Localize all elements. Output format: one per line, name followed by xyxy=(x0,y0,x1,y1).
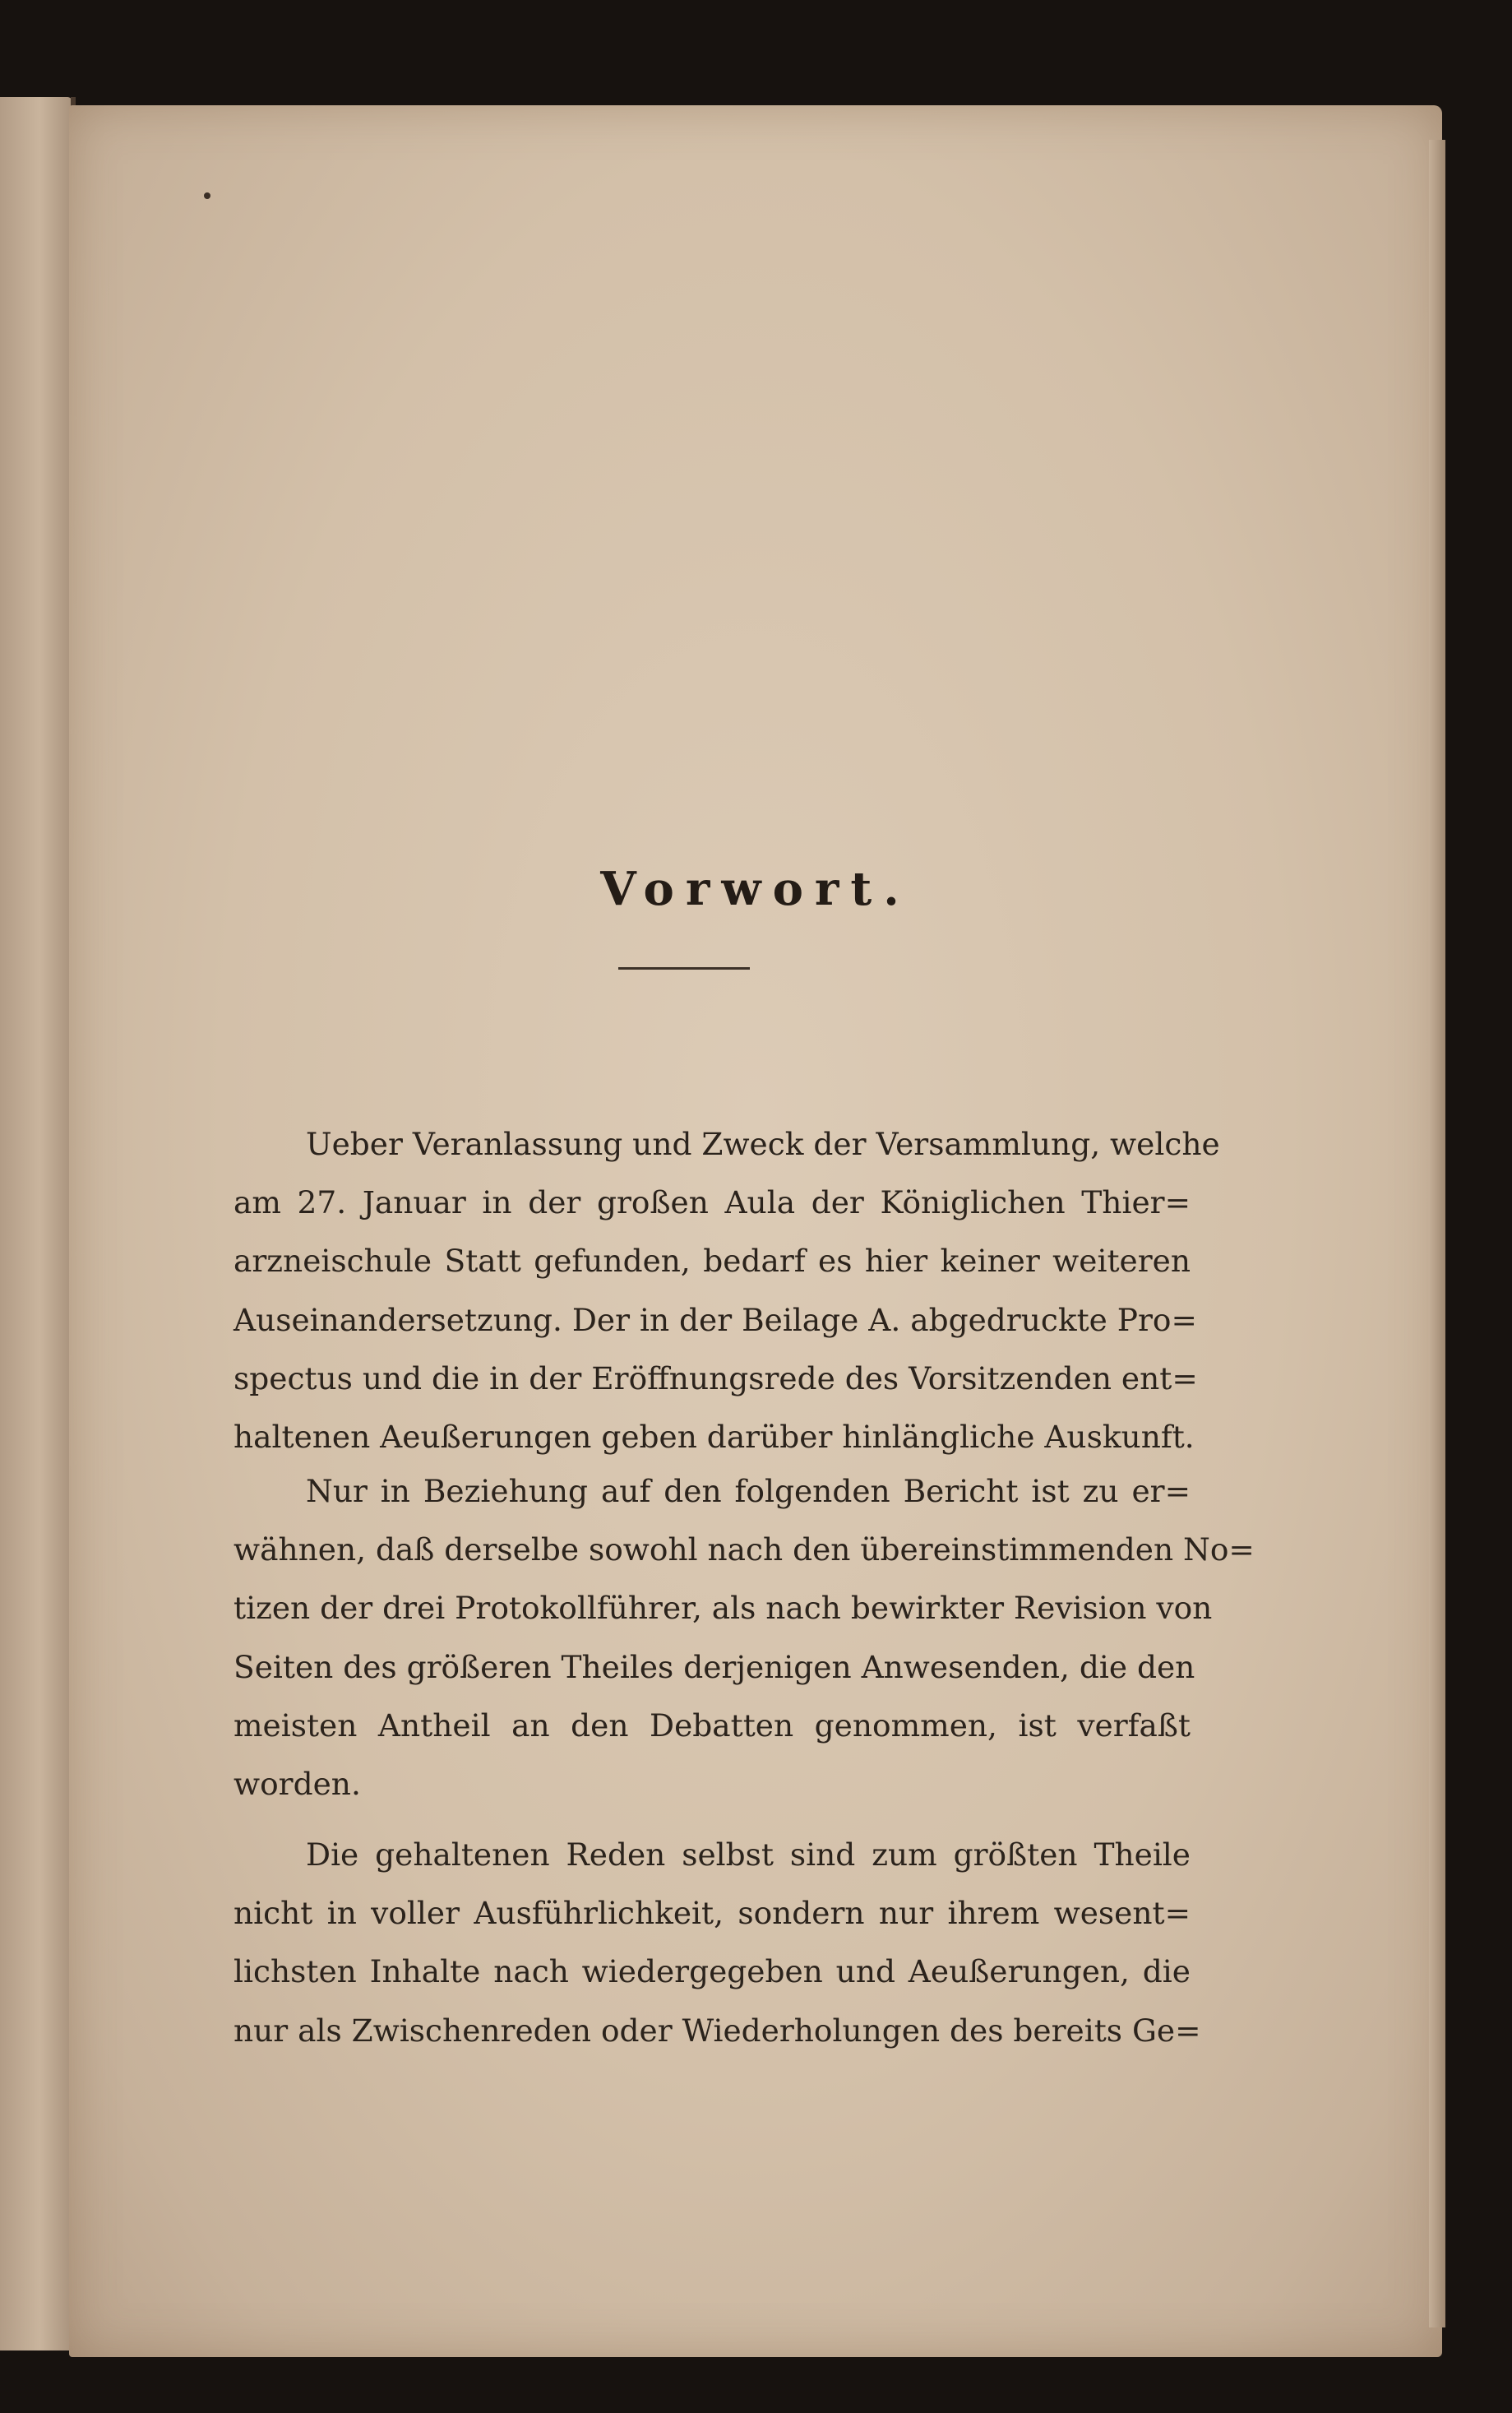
page-title: Vorwort. xyxy=(600,862,911,916)
text-line: spectus und die in der Eröffnungsrede des Vorsitzenden ent= xyxy=(234,1359,1198,1396)
text-line: nicht in voller Ausführlichkeit, sondern nur ihrem wesent= xyxy=(234,1895,1191,1932)
title-divider xyxy=(618,967,750,970)
paragraph-1 xyxy=(234,1115,1220,1466)
text-line: am 27. Januar in der großen Aula der Königlichen Thier= xyxy=(234,1184,1191,1221)
previous-page-edge xyxy=(0,97,72,2350)
text-line: nur als Zwischenreden oder Wiederholungen des bereits Ge= xyxy=(234,2012,1201,2049)
text-line: Nur in Beziehung auf den folgenden Bericht ist zu er= xyxy=(306,1473,1191,1509)
page-content xyxy=(69,105,1442,2357)
text-line: Ueber Veranlassung und Zweck der Versammlung, welche xyxy=(306,1126,1220,1162)
ink-spot xyxy=(204,192,210,199)
text-line: arzneischule Statt gefunden, bedarf es hier keiner weiteren xyxy=(234,1243,1191,1280)
text-line: wähnen, daß derselbe sowohl nach den übereinstimmenden No= xyxy=(234,1531,1255,1568)
text-line: haltenen Aeußerungen geben darüber hinlängliche Auskunft. xyxy=(234,1418,1195,1455)
book-page xyxy=(69,105,1442,2357)
text-line: Die gehaltenen Reden selbst sind zum größten Theile xyxy=(306,1836,1191,1873)
text-line: worden. xyxy=(234,1765,361,1802)
text-line: Seiten des größeren Theiles derjenigen Anwesenden, die den xyxy=(234,1648,1195,1685)
text-line: lichsten Inhalte nach wiedergegeben und Aeußerungen, die xyxy=(234,1953,1191,1990)
text-line: meisten Antheil an den Debatten genommen, ist verfaßt xyxy=(234,1707,1191,1744)
paragraph-3 xyxy=(234,1826,1201,2060)
paragraph-2 xyxy=(234,1462,1255,1813)
text-line: tizen der drei Protokollführer, als nach bewirkter Revision von xyxy=(234,1590,1213,1627)
text-line: Auseinandersetzung. Der in der Beilage A. abgedruckte Pro= xyxy=(234,1301,1197,1338)
page-right-edge xyxy=(1429,140,1445,2327)
